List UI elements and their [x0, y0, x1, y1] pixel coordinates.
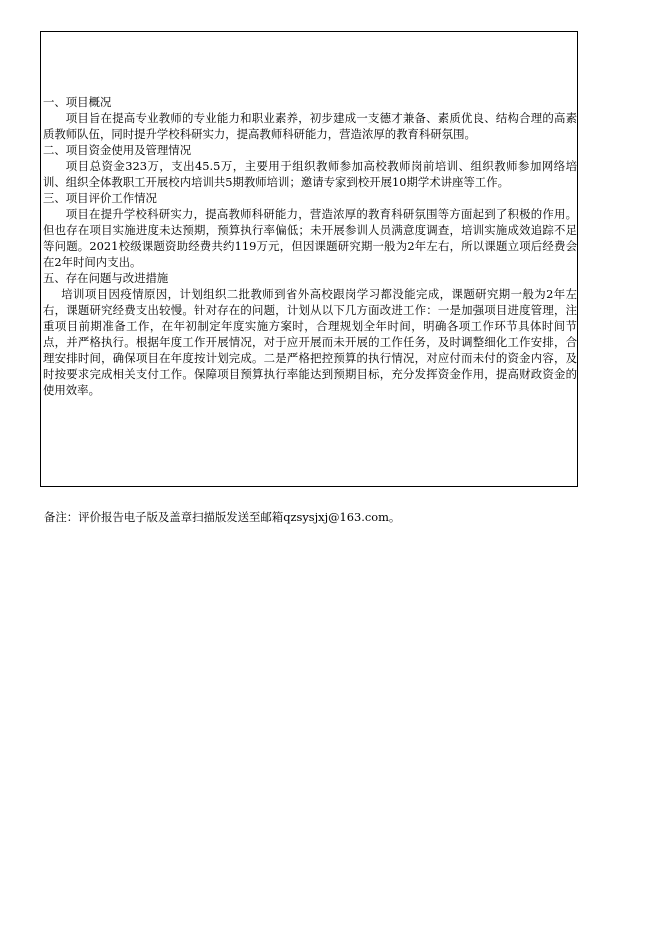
section1-body: 项目旨在提高专业教师的专业能力和职业素养，初步建成一支德才兼备、素质优良、结构合理的高素质教师队伍，同时提升学校科研实力，提高教师科研能力，营造浓厚的教育科研氛围。 — [43, 111, 577, 141]
section5-body: 培训项目因疫情原因，计划组织二批教师到省外高校跟岗学习都没能完成，课题研究期一般为2年左右，课题研究经费支出较慢。针对存在的问题，计划从以下几方面改进工作：一是加强项目进度管理，注重项目前期准备工作，在年初制定年度实施方案时，合理规划全年时间，明确各项工作环节具体时间节点，并严格执行。根据年度工作开展情况，对于应开展而未开展的工作任务，及时调整细化工作安排，合理安排时间，确保项目在年度按计划完成。二是严格把控预算的执行情况，对应付而未付的资金内容，及时按要求完成相关支付工作。保障项目预算执行率能达到预期目标，充分发挥资金作用，提高财政资金的使用效率。 — [43, 287, 577, 397]
footer-note: 备注：评价报告电子版及盖章扫描版发送至邮箱qzsysjxj@163.com。 — [44, 510, 401, 524]
section1-heading: 一、项目概况 — [43, 95, 112, 109]
section3-body: 项目在提升学校科研实力，提高教师科研能力，营造浓厚的教育科研氛围等方面起到了积极的作用。但也存在项目实施进度未达预期，预算执行率偏低；未开展参训人员满意度调查，培训实施成效追踪不足等问题。2021校级课题资助经费共约119万元，但因课题研究期一般为2年左右，所以课题立项后经费会在2年时间内支出。 — [43, 207, 577, 269]
report-content — [43, 94, 577, 398]
section2-heading: 二、项目资金使用及管理情况 — [43, 143, 192, 157]
section5-heading: 五、存在问题与改进措施 — [43, 271, 169, 285]
section2-body: 项目总资金323万，支出45.5万，主要用于组织教师参加高校教师岗前培训、组织教师参加网络培训、组织全体教职工开展校内培训共5期教师培训；邀请专家到校开展10期学术讲座等工作。 — [43, 159, 577, 189]
report-frame — [40, 31, 578, 487]
section3-heading: 三、项目评价工作情况 — [43, 191, 157, 205]
